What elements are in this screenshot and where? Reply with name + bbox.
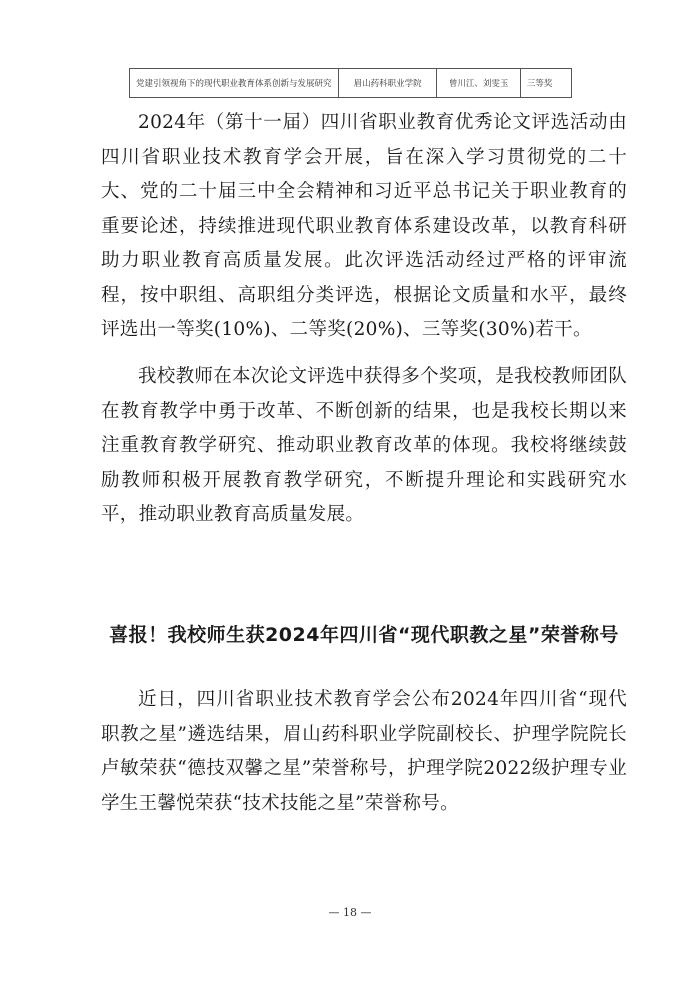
- article1-paragraph-1: 2024年（第十一届）四川省职业教育优秀论文评选活动由四川省职业技术教育学会开展，旨在深入学习贯彻党的二十大、党的二十届三中全会精神和习近平总书记关于职业教育的重要论述，持续推进现代职业教育体系建设改革，以教育科研助力职业教育高质量发展。此次评选活动经过严格的评审流程，按中职组、高职组分类评选，根据论文质量和水平，最终评选出一等奖(10%)、二等奖(20%)、三等奖(30%)若干。: [101, 112, 627, 340]
- award-cell: 三等奖: [520, 69, 571, 98]
- authors-cell: 曾川江、刘雯玉: [437, 69, 520, 98]
- article1-paragraph-2: 我校教师在本次论文评选中获得多个奖项，是我校教师团队在教育教学中勇于改革、不断创新的结果，也是我校长期以来注重教育教学研究、推动职业教育改革的体现。我校将继续鼓励教师积极开展教育教学研究，不断提升理论和实践研究水平，推动职业教育高质量发展。: [101, 366, 627, 525]
- award-table: [129, 68, 572, 98]
- page-number: — 18 —: [328, 906, 372, 919]
- table-row: [130, 69, 572, 98]
- article2-title: 喜报！我校师生获2024年四川省“现代职教之星”荣誉称号: [109, 624, 619, 646]
- article2-paragraph-1: 近日，四川省职业技术教育学会公布2024年四川省“现代职教之星”遴选结果，眉山药科职业学院副校长、护理学院院长卢敏荣获“德技双馨之星”荣誉称号，护理学院2022级护理专业学生王馨悦荣获“技术技能之星”荣誉称号。: [101, 689, 627, 814]
- school-cell: 眉山药科职业学院: [338, 69, 436, 98]
- paper-title-cell: 党建引领视角下的现代职业教育体系创新与发展研究: [130, 69, 339, 98]
